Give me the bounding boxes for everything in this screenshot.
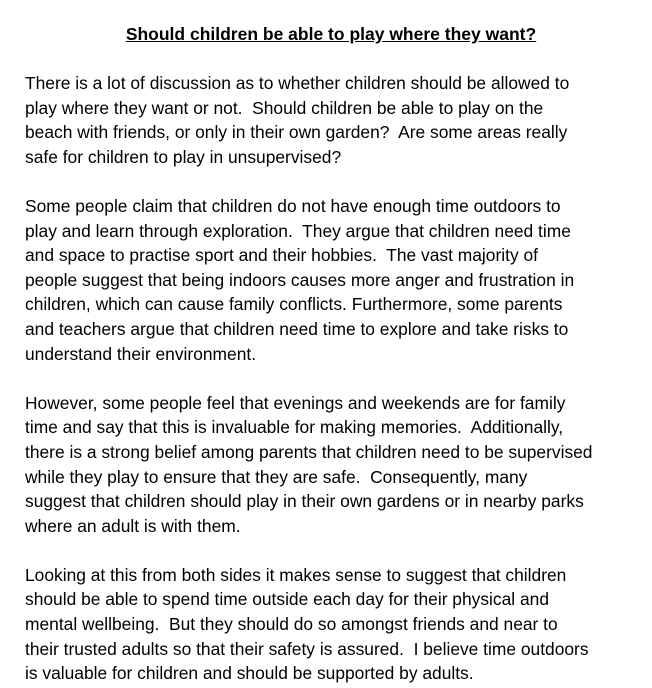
text-line: play and learn through exploration. They argue that children need time [25, 220, 571, 241]
text-line: should be able to spend time outside each day for their physical and [25, 589, 549, 610]
text-line: However, some people feel that evenings and weekends are for family [25, 392, 566, 413]
text-line: their trusted adults so that their safety is assured. I believe time outdoors [25, 638, 589, 659]
text-line: Some people claim that children do not have enough time outdoors to [25, 195, 561, 216]
text-line: safe for children to play in unsupervised? [25, 146, 342, 167]
text-line: time and say that this is invaluable for making memories. Additionally, [25, 417, 564, 438]
text-line: There is a lot of discussion as to whether children should be allowed to [25, 73, 570, 93]
text-line: and teachers argue that children need time to explore and take risks to [25, 318, 569, 339]
text-line: children, which can cause family conflicts. Furthermore, some parents [25, 294, 563, 315]
text-line: beach with friends, or only in their own garden? Are some areas really [25, 122, 568, 143]
document-title: Should children be able to play where they want? [125, 24, 537, 44]
paragraph-introduction [25, 71, 637, 169]
text-line: is valuable for children and should be supported by adults. [25, 663, 474, 684]
text-line: play where they want or not. Should children be able to play on the [25, 97, 544, 118]
text-line: understand their environment. [25, 343, 257, 364]
text-line: while they play to ensure that they are safe. Consequently, many [25, 466, 528, 487]
text-line: Looking at this from both sides it makes sense to suggest that children [25, 564, 567, 585]
paragraph-arguments-against [25, 391, 637, 539]
paragraph-arguments-for [25, 194, 637, 366]
paragraph-conclusion [25, 563, 637, 686]
document-page [25, 22, 637, 686]
text-line: mental wellbeing. But they should do so amongst friends and near to [25, 614, 558, 635]
text-line: there is a strong belief among parents that children need to be supervised [25, 441, 593, 462]
text-line: suggest that children should play in their own gardens or in nearby parks [25, 491, 584, 512]
text-line: people suggest that being indoors causes more anger and frustration in [25, 269, 575, 290]
text-line: where an adult is with them. [25, 515, 241, 536]
text-line: and space to practise sport and their hobbies. The vast majority of [25, 245, 538, 266]
